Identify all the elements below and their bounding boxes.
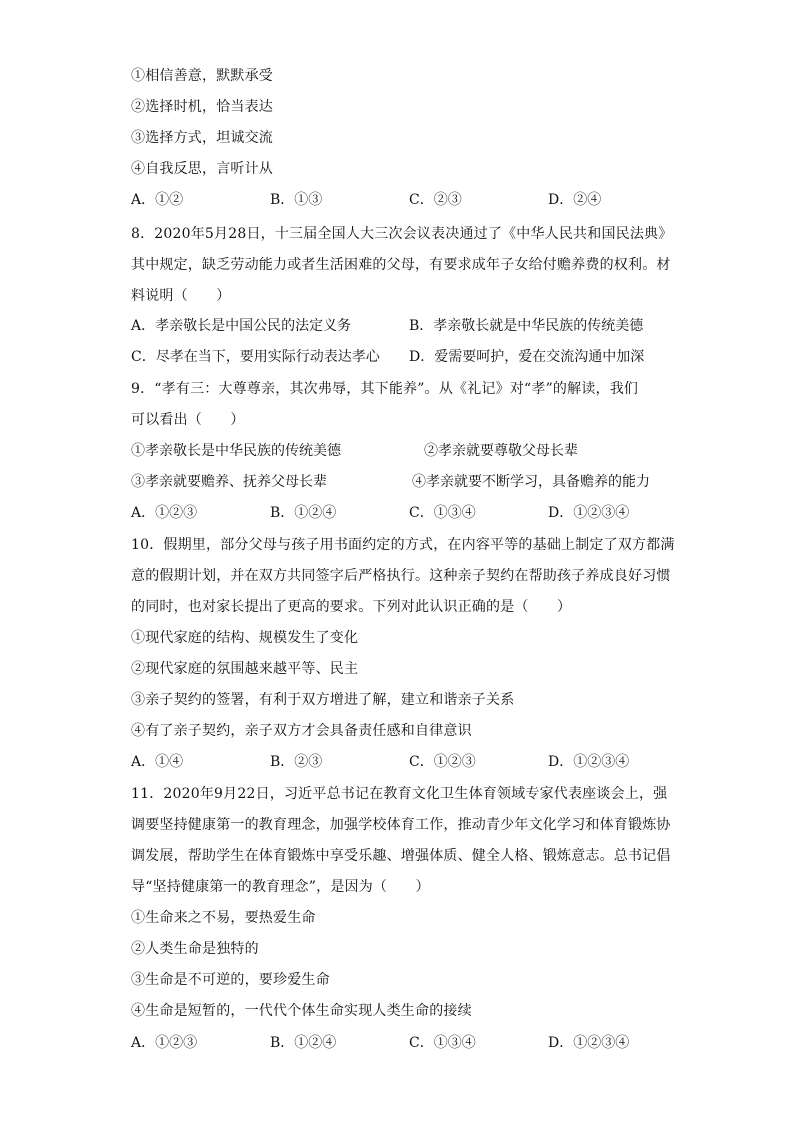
q10-option-b: B．②③ [270,754,323,770]
q8-option-d: D．爱需要呵护，爱在交流沟通中加深 [409,349,645,365]
q11-stem-line-1: 11．2020年9月22日，习近平总书记在教育文化卫生体育领域专家代表座谈会上，强 [131,786,668,802]
q10-option-a: A．①④ [131,754,184,770]
q7-item-4: ④自我反思，言听计从 [131,161,273,177]
q11-item-2: ②人类生命是独特的 [131,941,259,957]
q8-option-c: C．尽孝在当下，要用实际行动表达孝心 [131,349,380,365]
q10-item-3: ③亲子契约的签署，有利于双方增进了解，建立和谐亲子关系 [131,692,515,708]
q11-stem-line-4: 导“坚持健康第一的教育理念”，是因为（ ） [131,879,430,895]
q9-option-a: A．①②③ [131,505,198,521]
q8-stem-line-1: 8．2020年5月28日，十三届全国人大三次会议表决通过了《中华人民共和国民法典》 [131,226,673,242]
q11-item-3: ③生命是不可逆的，要珍爱生命 [131,972,330,988]
q10-stem-line-3: 的同时，也对家长提出了更高的要求。下列对此认识正确的是（ ） [131,599,572,615]
q8-stem-line-2: 其中规定，缺乏劳动能力或者生活困难的父母，有要求成年子女给付赡养费的权利。材 [131,257,671,273]
q7-item-1: ①相信善意，默默承受 [131,68,273,84]
q9-item-4: ④孝亲就要不断学习，具备赡养的能力 [412,474,650,490]
q9-option-b: B．①②④ [270,505,337,521]
q8-option-b: B．孝亲敬长就是中华民族的传统美德 [409,318,644,334]
q10-option-c: C．①②③ [409,754,476,770]
q10-stem-line-1: 10．假期里，部分父母与孩子用书面约定的方式，在内容平等的基础上制定了双方都满 [131,537,675,553]
q8-option-a: A．孝亲敬长是中国公民的法定义务 [131,318,352,334]
q10-option-d: D．①②③④ [548,754,630,770]
q10-stem-line-2: 意的假期计划，并在双方共同签字后严格执行。这种亲子契约在帮助孩子养成良好习惯 [131,568,671,584]
q7-item-3: ③选择方式，坦诚交流 [131,130,273,146]
q9-option-d: D．①②③④ [548,505,630,521]
q9-item-3: ③孝亲就要赡养、抚养父母长辈 [131,474,327,490]
q7-option-b: B．①③ [270,192,323,208]
q10-item-1: ①现代家庭的结构、规模发生了变化 [131,630,359,646]
q11-option-d: D．①②③④ [548,1035,630,1051]
q7-option-d: D．②④ [548,192,602,208]
q11-item-1: ①生命来之不易，要热爱生命 [131,910,316,926]
q9-stem-line-2: 可以看出（ ） [131,412,245,428]
q11-stem-line-3: 调发展，帮助学生在体育锻炼中享受乐趣、增强体质、健全人格、锻炼意志。总书记倡 [131,848,671,864]
q11-option-a: A．①②③ [131,1035,198,1051]
q9-item-2: ②孝亲就要尊敬父母长辈 [424,443,578,459]
q11-option-c: C．①③④ [409,1035,476,1051]
q11-item-4: ④生命是短暂的，一代代个体生命实现人类生命的接续 [131,1003,472,1019]
q10-item-2: ②现代家庭的氛围越来越平等、民主 [131,661,359,677]
q9-stem-line-1: 9．“孝有三：大尊尊亲，其次弗辱，其下能养”。从《礼记》对“孝”的解读，我们 [131,381,639,397]
q10-item-4: ④有了亲子契约，亲子双方才会具备责任感和自律意识 [131,723,472,739]
q11-stem-line-2: 调要坚持健康第一的教育理念，加强学校体育工作，推动青少年文化学习和体育锻炼协 [131,817,671,833]
q9-item-1: ①孝亲敬长是中华民族的传统美德 [131,443,341,459]
q7-option-c: C．②③ [409,192,462,208]
q11-option-b: B．①②④ [270,1035,337,1051]
q7-option-a: A．①② [131,192,184,208]
q8-stem-line-3: 料说明（ ） [131,288,231,304]
q9-option-c: C．①③④ [409,505,476,521]
q7-item-2: ②选择时机，恰当表达 [131,99,273,115]
